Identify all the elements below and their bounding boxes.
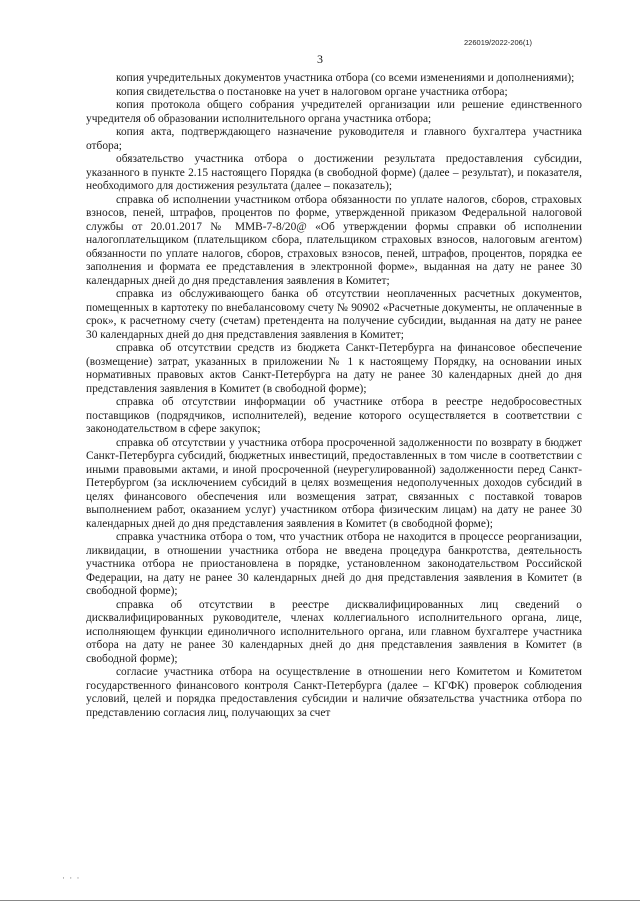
paragraph: справка об отсутствии у участника отбора просроченной задолженности по возврату в бюджет Санкт-Петербурга субсидий, бюджетных инвестиций, предоставленных в том числе в соответствии с иными правовыми актами, и иной просроченной (неурегулированной) задолженности перед Санкт-Петербургом (за исключением субсидий в целях возмещения недополученных доходов субсидий в целях финансового обеспечения или возмещения затрат, связанных с поставкой товаров выполнением работ, оказанием услуг) участником отбора физическим лицам) на дату не ранее 30 календарных дней до дня представления заявления в Комитет (в свободной форме); <box>86 436 582 530</box>
page-number: 3 <box>317 52 323 66</box>
paragraph: копия учредительных документов участника отбора (со всеми изменениями и дополнениями); <box>116 72 575 84</box>
document-number: 226019/2022-206(1) <box>464 38 532 47</box>
paragraph: обязательство участника отбора о достижении результата предоставления субсидии, указанного в пункте 2.15 настоящего Порядка (в свободной форме) (далее – результат), и показателя, необходимого для достижения результата (далее – показатель); <box>86 153 582 192</box>
paragraph: справка об исполнении участником отбора обязанности по уплате налогов, сборов, страховых взносов, пеней, штрафов, процентов по форме, утвержденной приказом Федеральной налоговой службы от 20.01.2017 № ММВ-7-8/20@ «Об утверждении формы справки об исполнении налогоплательщиком (плательщиком сбора, плательщиком страховых взносов, налоговым агентом) обязанности по уплате налогов, сборов, страховых взносов, пеней, штрафов, процентов, порядка ее заполнения и формата ее представления в электронной форме», выданная на дату не ранее 30 календарных дней до дня представления заявления в Комитет; <box>86 193 582 287</box>
paragraph: согласие участника отбора на осуществление в отношении него Комитетом и Комитетом государственного финансового контроля Санкт-Петербурга (далее – КГФК) проверок соблюдения условий, целей и порядка предоставления субсидии и наличие обязательства участника отбора по представлению согласия лиц, получающих за счет <box>86 666 582 719</box>
paragraph: копия протокола общего собрания учредителей организации или решение единственного учредителя об образовании исполнительного органа участника отбора; <box>86 99 582 125</box>
paragraph: справка из обслуживающего банка об отсутствии неоплаченных расчетных документов, помещенных в картотеку по внебалансовому счету № 90902 «Расчетные документы, не оплаченные в срок», к расчетному счету (счетам) претендента на получение субсидии, выданная на дату не ранее 30 календарных дней до дня представления заявления в Комитет; <box>86 288 582 341</box>
paragraph: справка участника отбора о том, что участник отбора не находится в процессе реорганизации, ликвидации, в отношении участника отбора не введена процедура банкротства, деятельность участника отбора не приостановлена в порядке, установленном законодательством Российской Федерации, на дату не ранее 30 календарных дней до дня представления заявления в Комитет (в свободной форме); <box>86 531 582 597</box>
scan-bottom-edge <box>0 900 640 901</box>
paragraph: справка об отсутствии информации об участнике отбора в реестре недобросовестных поставщиков (подрядчиков, исполнителей), ведение которого осуществляется в соответствии с законодательством в сфере закупок; <box>86 396 582 435</box>
paragraph: копия акта, подтверждающего назначение руководителя и главного бухгалтера участника отбора; <box>86 126 582 152</box>
paragraph: справка об отсутствии средств из бюджета Санкт-Петербурга на финансовое обеспечение (возмещение) затрат, указанных в приложении № 1 к настоящему Порядку, на основании иных нормативных правовых актов Санкт-Петербурга на дату не ранее 30 календарных дней до дня представления заявления в Комитет (в свободной форме); <box>86 342 582 395</box>
scan-margin-mark: · · · <box>62 873 81 883</box>
paragraph: копия свидетельства о постановке на учет в налоговом органе участника отбора; <box>116 85 508 98</box>
document-body <box>86 72 582 720</box>
paragraph: справка об отсутствии в реестре дисквалифицированных лиц сведений о дисквалифицированных руководителе, членах коллегиального исполнительного органа, лице, исполняющем функции единоличного исполнительного органа, или главном бухгалтере участника отбора на дату не ранее 30 календарных дней до дня представления заявления в Комитет (в свободной форме); <box>86 598 582 665</box>
